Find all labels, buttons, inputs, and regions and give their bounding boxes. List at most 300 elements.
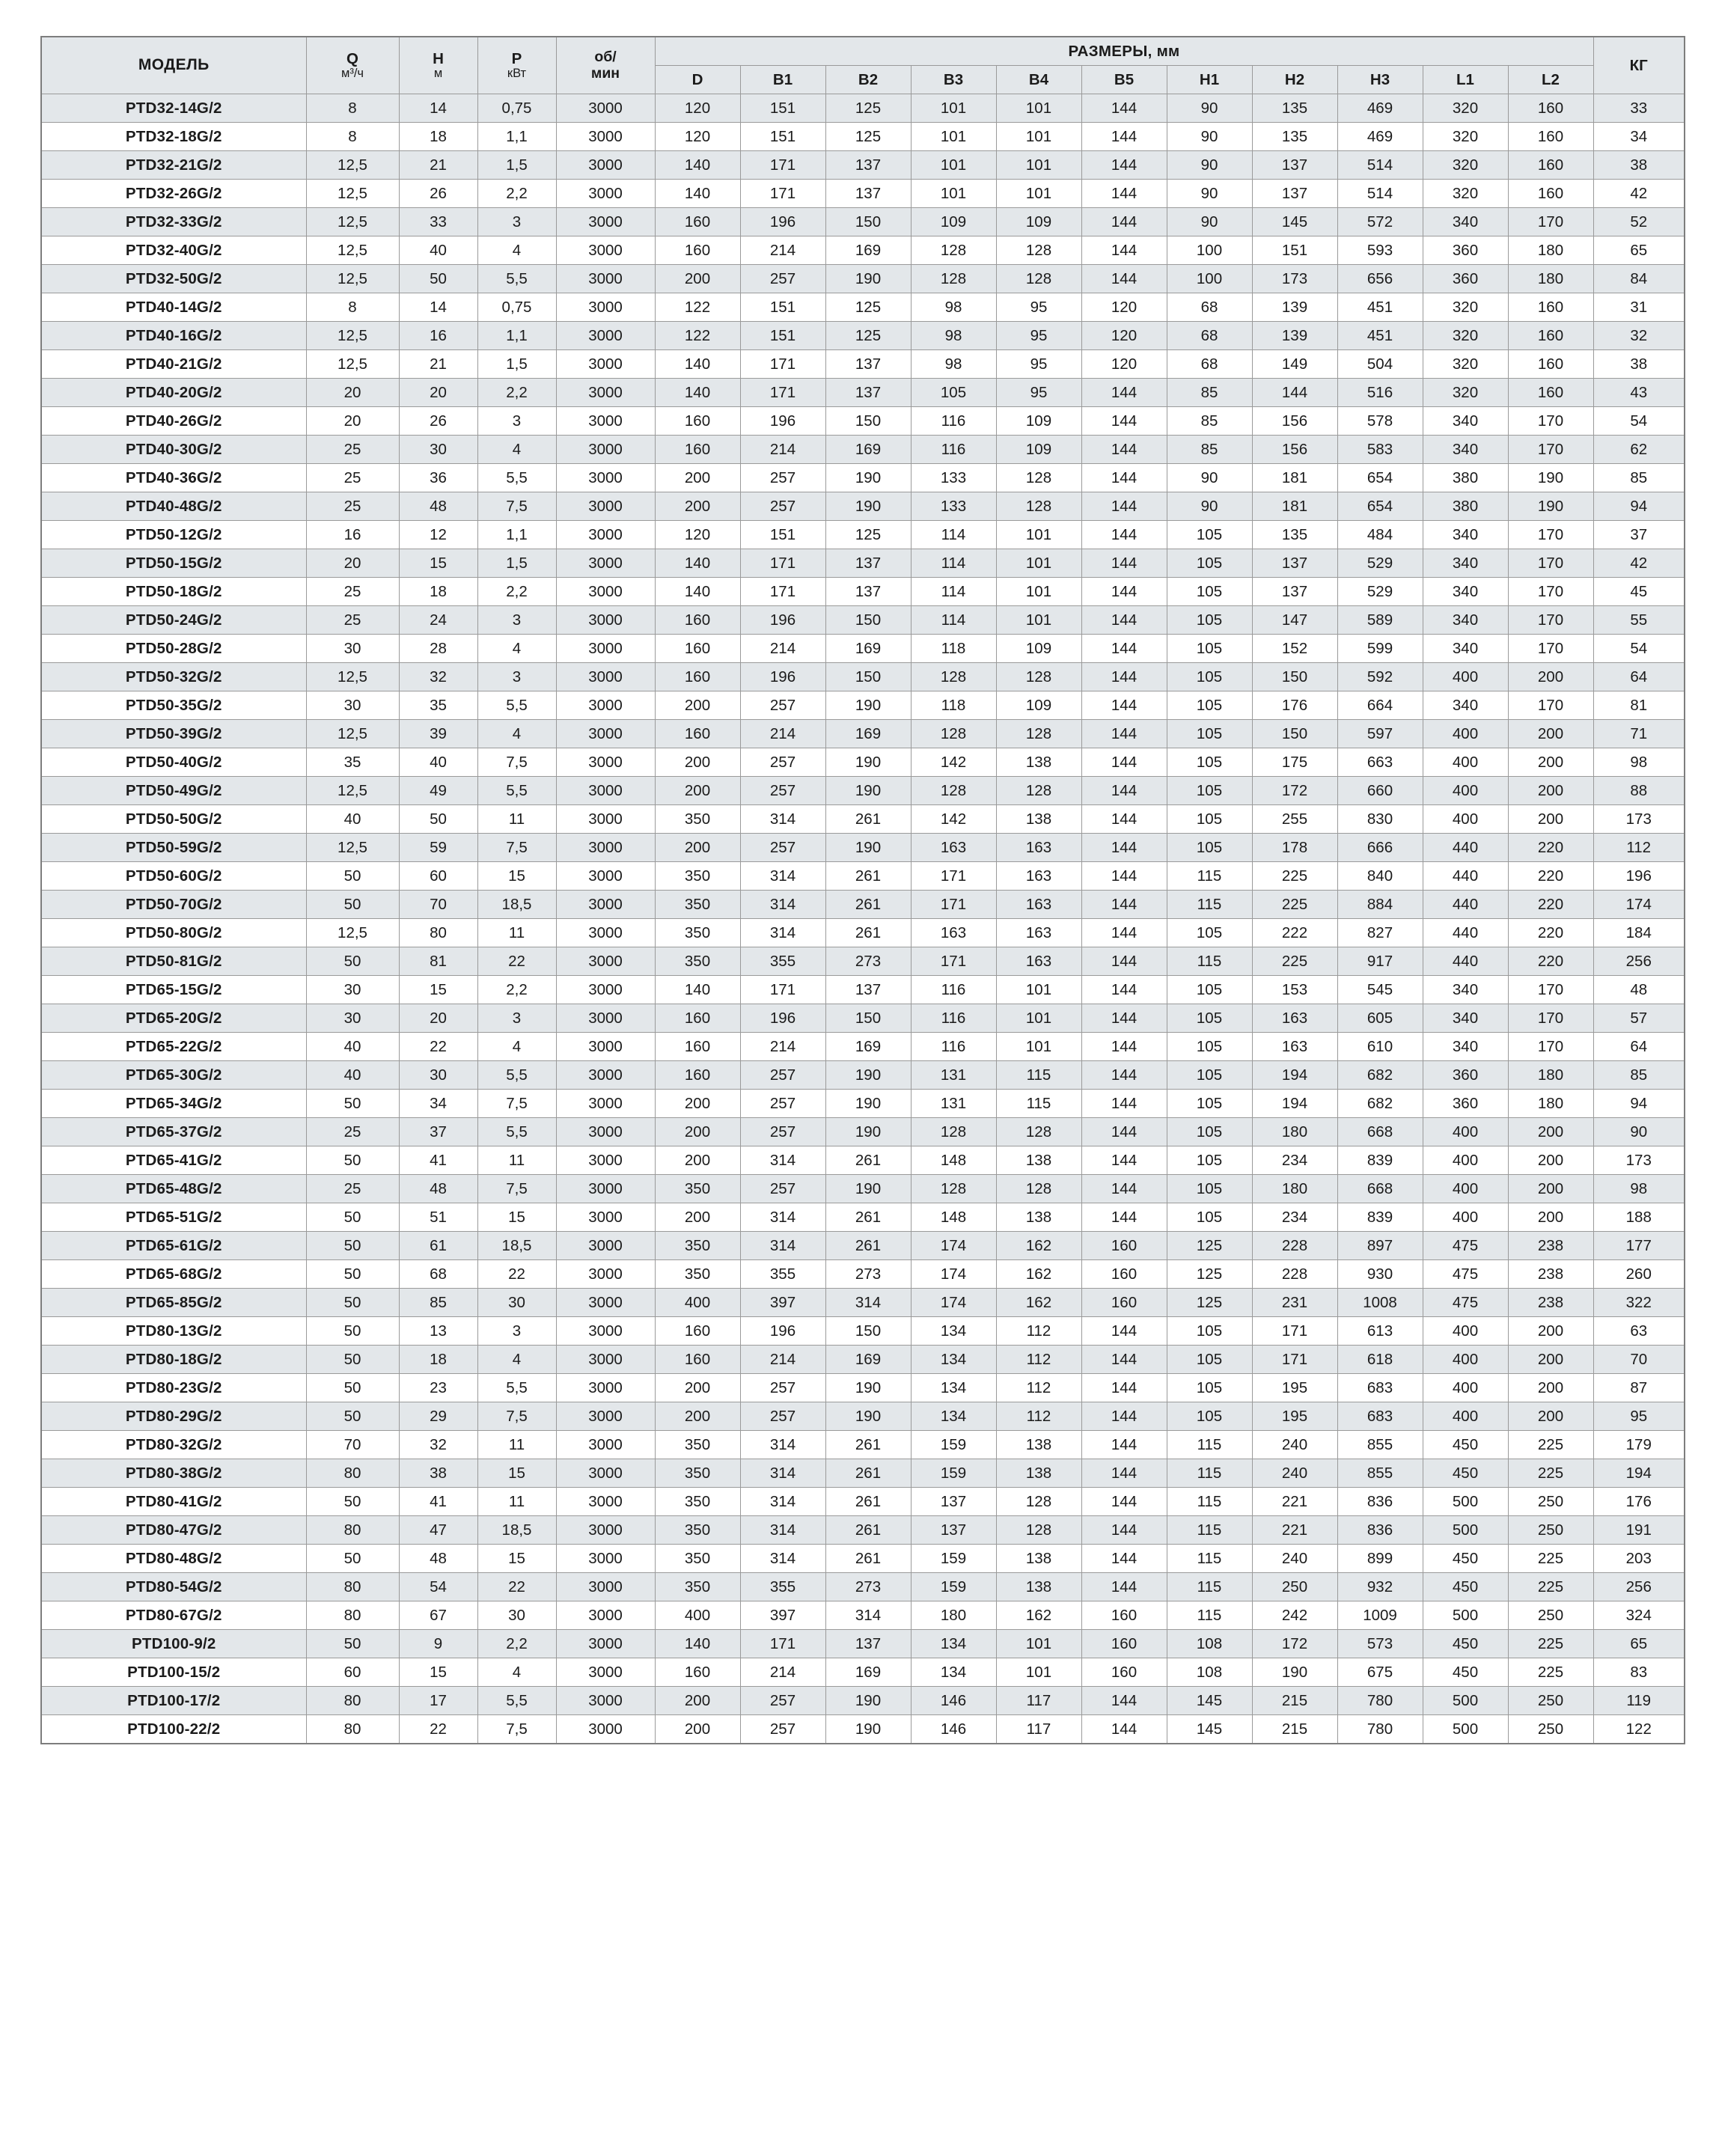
- cell-value: 95: [996, 322, 1081, 350]
- cell-value: 125: [1167, 1260, 1252, 1289]
- cell-value: 160: [1081, 1260, 1167, 1289]
- cell-value: 160: [1508, 322, 1593, 350]
- cell-value: 50: [399, 265, 477, 293]
- cell-value: 144: [1081, 94, 1167, 123]
- cell-value: 180: [1508, 1061, 1593, 1090]
- cell-value: 101: [911, 94, 996, 123]
- cell-value: 3000: [556, 1146, 655, 1175]
- cell-value: 350: [655, 862, 740, 891]
- cell-value: 101: [996, 578, 1081, 606]
- cell-value: 144: [1081, 208, 1167, 236]
- cell-value: 160: [1508, 151, 1593, 180]
- cell-value: 22: [477, 1573, 556, 1601]
- cell-value: 144: [1081, 1203, 1167, 1232]
- cell-value: 144: [1081, 1545, 1167, 1573]
- cell-value: 25: [306, 1175, 399, 1203]
- cell-value: 163: [1252, 1033, 1337, 1061]
- cell-value: 3000: [556, 379, 655, 407]
- cell-value: 138: [996, 1459, 1081, 1488]
- table-row: [41, 1687, 1685, 1715]
- table-row: [41, 891, 1685, 919]
- cell-value: 3: [477, 407, 556, 436]
- cell-value: 256: [1593, 947, 1685, 976]
- cell-value: 324: [1593, 1601, 1685, 1630]
- cell-value: 261: [825, 1146, 911, 1175]
- cell-value: 839: [1337, 1146, 1423, 1175]
- cell-value: 112: [996, 1317, 1081, 1346]
- cell-value: 48: [399, 492, 477, 521]
- cell-value: 71: [1593, 720, 1685, 748]
- column-header-b2: B2: [825, 66, 911, 94]
- table-row: [41, 1402, 1685, 1431]
- cell-value: 196: [740, 606, 825, 635]
- cell-value: 144: [1081, 1715, 1167, 1744]
- table-row: [41, 1658, 1685, 1687]
- cell-value: 15: [399, 549, 477, 578]
- cell-value: 115: [1167, 862, 1252, 891]
- cell-value: 144: [1081, 1374, 1167, 1402]
- cell-value: 134: [911, 1317, 996, 1346]
- cell-value: 855: [1337, 1431, 1423, 1459]
- cell-value: 160: [1081, 1601, 1167, 1630]
- cell-value: 68: [399, 1260, 477, 1289]
- cell-value: 112: [1593, 834, 1685, 862]
- cell-value: 173: [1593, 805, 1685, 834]
- column-header-weight: КГ: [1593, 37, 1685, 94]
- cell-value: 884: [1337, 891, 1423, 919]
- cell-value: 120: [1081, 322, 1167, 350]
- cell-value: 144: [1081, 663, 1167, 691]
- cell-value: 140: [655, 578, 740, 606]
- cell-value: 173: [1593, 1146, 1685, 1175]
- cell-value: 3000: [556, 578, 655, 606]
- table-row: [41, 1346, 1685, 1374]
- cell-value: 171: [1252, 1346, 1337, 1374]
- cell-value: 47: [399, 1516, 477, 1545]
- cell-value: 5,5: [477, 1374, 556, 1402]
- table-row: [41, 606, 1685, 635]
- cell-value: 400: [1423, 777, 1508, 805]
- cell-value: 160: [655, 407, 740, 436]
- cell-value: 105: [1167, 1317, 1252, 1346]
- cell-value: 3000: [556, 1317, 655, 1346]
- cell-value: 440: [1423, 834, 1508, 862]
- cell-value: 400: [1423, 1317, 1508, 1346]
- cell-value: 220: [1508, 947, 1593, 976]
- cell-value: 114: [911, 578, 996, 606]
- cell-value: 144: [1081, 151, 1167, 180]
- cell-value: 105: [1167, 1033, 1252, 1061]
- cell-value: 613: [1337, 1317, 1423, 1346]
- cell-value: 144: [1081, 1573, 1167, 1601]
- cell-value: 144: [1081, 407, 1167, 436]
- cell-model: PTD80-23G/2: [41, 1374, 306, 1402]
- cell-value: 1,5: [477, 350, 556, 379]
- cell-value: 260: [1593, 1260, 1685, 1289]
- cell-value: 33: [1593, 94, 1685, 123]
- cell-value: 257: [740, 492, 825, 521]
- cell-value: 163: [996, 947, 1081, 976]
- cell-value: 133: [911, 464, 996, 492]
- cell-value: 30: [477, 1601, 556, 1630]
- cell-value: 200: [1508, 1118, 1593, 1146]
- cell-value: 160: [655, 208, 740, 236]
- cell-value: 340: [1423, 521, 1508, 549]
- cell-value: 137: [825, 350, 911, 379]
- cell-value: 150: [825, 1317, 911, 1346]
- cell-value: 37: [399, 1118, 477, 1146]
- cell-value: 234: [1252, 1146, 1337, 1175]
- cell-value: 261: [825, 1516, 911, 1545]
- cell-value: 5,5: [477, 691, 556, 720]
- cell-value: 340: [1423, 208, 1508, 236]
- cell-value: 151: [1252, 236, 1337, 265]
- pump-specification-table: [40, 36, 1685, 1744]
- cell-value: 128: [911, 720, 996, 748]
- cell-value: 144: [1081, 1459, 1167, 1488]
- cell-value: 240: [1252, 1545, 1337, 1573]
- cell-value: 261: [825, 919, 911, 947]
- cell-value: 12,5: [306, 919, 399, 947]
- cell-value: 897: [1337, 1232, 1423, 1260]
- cell-value: 200: [655, 1715, 740, 1744]
- cell-value: 225: [1508, 1630, 1593, 1658]
- table-row: [41, 151, 1685, 180]
- cell-model: PTD80-18G/2: [41, 1346, 306, 1374]
- cell-model: PTD50-80G/2: [41, 919, 306, 947]
- cell-value: 340: [1423, 549, 1508, 578]
- cell-value: 137: [825, 976, 911, 1004]
- cell-value: 140: [655, 379, 740, 407]
- cell-value: 257: [740, 834, 825, 862]
- cell-value: 320: [1423, 151, 1508, 180]
- cell-model: PTD40-14G/2: [41, 293, 306, 322]
- cell-value: 350: [655, 1488, 740, 1516]
- cell-value: 160: [655, 236, 740, 265]
- cell-value: 3: [477, 208, 556, 236]
- cell-value: 3000: [556, 691, 655, 720]
- cell-value: 85: [1167, 379, 1252, 407]
- cell-value: 899: [1337, 1545, 1423, 1573]
- table-row: [41, 691, 1685, 720]
- cell-value: 3000: [556, 976, 655, 1004]
- cell-value: 160: [1508, 379, 1593, 407]
- cell-value: 3000: [556, 1004, 655, 1033]
- cell-value: 257: [740, 691, 825, 720]
- table-row: [41, 180, 1685, 208]
- cell-value: 500: [1423, 1687, 1508, 1715]
- cell-model: PTD65-22G/2: [41, 1033, 306, 1061]
- cell-value: 3000: [556, 1545, 655, 1573]
- cell-value: 144: [1081, 635, 1167, 663]
- flow-symbol: Q: [346, 49, 358, 67]
- cell-value: 200: [1508, 1402, 1593, 1431]
- cell-value: 160: [1508, 94, 1593, 123]
- cell-value: 200: [655, 464, 740, 492]
- cell-value: 12,5: [306, 208, 399, 236]
- table-row: [41, 1175, 1685, 1203]
- cell-value: 257: [740, 265, 825, 293]
- cell-value: 3000: [556, 464, 655, 492]
- cell-value: 42: [1593, 549, 1685, 578]
- cell-value: 7,5: [477, 1715, 556, 1744]
- head-unit: м: [433, 67, 443, 81]
- cell-value: 597: [1337, 720, 1423, 748]
- cell-value: 11: [477, 1146, 556, 1175]
- cell-value: 18: [399, 1346, 477, 1374]
- cell-value: 169: [825, 236, 911, 265]
- cell-value: 221: [1252, 1488, 1337, 1516]
- cell-value: 109: [911, 208, 996, 236]
- cell-model: PTD80-48G/2: [41, 1545, 306, 1573]
- cell-value: 20: [306, 379, 399, 407]
- cell-value: 190: [825, 1175, 911, 1203]
- cell-value: 836: [1337, 1488, 1423, 1516]
- cell-model: PTD80-41G/2: [41, 1488, 306, 1516]
- cell-value: 169: [825, 1658, 911, 1687]
- cell-value: 250: [1508, 1488, 1593, 1516]
- cell-value: 125: [825, 521, 911, 549]
- cell-value: 84: [1593, 265, 1685, 293]
- cell-value: 225: [1252, 947, 1337, 976]
- cell-value: 11: [477, 1431, 556, 1459]
- cell-value: 80: [399, 919, 477, 947]
- cell-value: 605: [1337, 1004, 1423, 1033]
- table-header: [41, 37, 1685, 94]
- cell-value: 50: [306, 947, 399, 976]
- cell-value: 656: [1337, 265, 1423, 293]
- cell-value: 545: [1337, 976, 1423, 1004]
- cell-value: 675: [1337, 1658, 1423, 1687]
- table-row: [41, 350, 1685, 379]
- cell-value: 120: [1081, 293, 1167, 322]
- cell-value: 115: [996, 1090, 1081, 1118]
- cell-value: 572: [1337, 208, 1423, 236]
- cell-value: 151: [740, 293, 825, 322]
- cell-value: 162: [996, 1601, 1081, 1630]
- cell-value: 583: [1337, 436, 1423, 464]
- cell-value: 152: [1252, 635, 1337, 663]
- cell-value: 350: [655, 1516, 740, 1545]
- cell-value: 350: [655, 805, 740, 834]
- cell-value: 190: [825, 265, 911, 293]
- cell-value: 171: [911, 862, 996, 891]
- cell-value: 170: [1508, 635, 1593, 663]
- cell-value: 190: [825, 1687, 911, 1715]
- cell-value: 160: [655, 1061, 740, 1090]
- cell-value: 2,2: [477, 180, 556, 208]
- cell-value: 12,5: [306, 350, 399, 379]
- cell-value: 314: [825, 1601, 911, 1630]
- cell-value: 144: [1081, 1346, 1167, 1374]
- cell-value: 3000: [556, 720, 655, 748]
- cell-value: 101: [996, 606, 1081, 635]
- cell-value: 170: [1508, 606, 1593, 635]
- cell-value: 90: [1167, 123, 1252, 151]
- cell-value: 314: [740, 891, 825, 919]
- cell-value: 2,2: [477, 976, 556, 1004]
- cell-value: 140: [655, 180, 740, 208]
- cell-value: 160: [655, 436, 740, 464]
- cell-value: 225: [1252, 891, 1337, 919]
- cell-value: 683: [1337, 1374, 1423, 1402]
- cell-value: 190: [825, 1374, 911, 1402]
- cell-value: 134: [911, 1374, 996, 1402]
- cell-value: 30: [306, 1004, 399, 1033]
- table-row: [41, 834, 1685, 862]
- cell-value: 340: [1423, 1033, 1508, 1061]
- cell-value: 137: [825, 1630, 911, 1658]
- cell-value: 504: [1337, 350, 1423, 379]
- column-header-power: [477, 37, 556, 94]
- cell-value: 257: [740, 777, 825, 805]
- cell-value: 138: [996, 1146, 1081, 1175]
- cell-value: 3000: [556, 748, 655, 777]
- cell-value: 400: [655, 1289, 740, 1317]
- cell-value: 839: [1337, 1203, 1423, 1232]
- cell-value: 200: [655, 1402, 740, 1431]
- cell-value: 32: [399, 663, 477, 691]
- cell-model: PTD100-9/2: [41, 1630, 306, 1658]
- cell-value: 70: [306, 1431, 399, 1459]
- cell-value: 105: [1167, 777, 1252, 805]
- cell-value: 261: [825, 805, 911, 834]
- cell-value: 128: [996, 492, 1081, 521]
- cell-value: 200: [1508, 805, 1593, 834]
- cell-value: 200: [655, 748, 740, 777]
- cell-value: 174: [911, 1289, 996, 1317]
- cell-value: 3000: [556, 1573, 655, 1601]
- cell-value: 12: [399, 521, 477, 549]
- cell-value: 144: [1081, 919, 1167, 947]
- cell-value: 320: [1423, 322, 1508, 350]
- cell-value: 200: [1508, 1317, 1593, 1346]
- cell-value: 128: [911, 1175, 996, 1203]
- cell-value: 159: [911, 1573, 996, 1601]
- cell-value: 144: [1081, 1402, 1167, 1431]
- cell-value: 469: [1337, 94, 1423, 123]
- cell-value: 29: [399, 1402, 477, 1431]
- cell-value: 48: [399, 1545, 477, 1573]
- cell-model: PTD65-15G/2: [41, 976, 306, 1004]
- cell-value: 30: [399, 1061, 477, 1090]
- cell-value: 67: [399, 1601, 477, 1630]
- cell-model: PTD32-14G/2: [41, 94, 306, 123]
- cell-value: 320: [1423, 123, 1508, 151]
- table-row: [41, 1488, 1685, 1516]
- cell-value: 214: [740, 720, 825, 748]
- cell-value: 150: [825, 1004, 911, 1033]
- cell-value: 170: [1508, 691, 1593, 720]
- cell-value: 3000: [556, 1033, 655, 1061]
- cell-model: PTD40-20G/2: [41, 379, 306, 407]
- cell-value: 190: [1508, 464, 1593, 492]
- cell-value: 125: [825, 94, 911, 123]
- cell-value: 400: [1423, 1374, 1508, 1402]
- cell-value: 139: [1252, 293, 1337, 322]
- cell-value: 125: [825, 293, 911, 322]
- cell-value: 128: [996, 1175, 1081, 1203]
- cell-value: 134: [911, 1402, 996, 1431]
- cell-value: 830: [1337, 805, 1423, 834]
- cell-value: 55: [1593, 606, 1685, 635]
- cell-value: 163: [996, 834, 1081, 862]
- cell-value: 231: [1252, 1289, 1337, 1317]
- cell-value: 261: [825, 1232, 911, 1260]
- cell-value: 101: [996, 521, 1081, 549]
- cell-value: 48: [399, 1175, 477, 1203]
- cell-value: 160: [655, 606, 740, 635]
- cell-value: 144: [1081, 1061, 1167, 1090]
- cell-value: 109: [996, 691, 1081, 720]
- cell-value: 35: [399, 691, 477, 720]
- cell-model: PTD50-18G/2: [41, 578, 306, 606]
- cell-value: 160: [655, 720, 740, 748]
- cell-value: 320: [1423, 180, 1508, 208]
- cell-value: 320: [1423, 293, 1508, 322]
- cell-value: 3000: [556, 322, 655, 350]
- cell-value: 138: [996, 1573, 1081, 1601]
- cell-value: 4: [477, 1658, 556, 1687]
- cell-value: 3000: [556, 1374, 655, 1402]
- cell-value: 0,75: [477, 293, 556, 322]
- cell-value: 400: [1423, 720, 1508, 748]
- table-row: [41, 1516, 1685, 1545]
- column-header-b3: B3: [911, 66, 996, 94]
- cell-value: 3000: [556, 208, 655, 236]
- cell-value: 144: [1081, 891, 1167, 919]
- cell-value: 101: [996, 94, 1081, 123]
- cell-value: 120: [655, 123, 740, 151]
- cell-value: 257: [740, 1118, 825, 1146]
- cell-value: 25: [306, 1118, 399, 1146]
- cell-value: 191: [1593, 1516, 1685, 1545]
- cell-value: 664: [1337, 691, 1423, 720]
- cell-value: 156: [1252, 407, 1337, 436]
- cell-value: 176: [1593, 1488, 1685, 1516]
- cell-value: 57: [1593, 1004, 1685, 1033]
- cell-value: 3000: [556, 549, 655, 578]
- cell-value: 68: [1167, 322, 1252, 350]
- table-row: [41, 94, 1685, 123]
- cell-value: 94: [1593, 1090, 1685, 1118]
- cell-value: 101: [996, 1004, 1081, 1033]
- cell-value: 41: [399, 1146, 477, 1175]
- cell-value: 7,5: [477, 748, 556, 777]
- cell-value: 516: [1337, 379, 1423, 407]
- cell-value: 15: [477, 1545, 556, 1573]
- cell-value: 160: [655, 1033, 740, 1061]
- cell-value: 350: [655, 1431, 740, 1459]
- cell-value: 70: [1593, 1346, 1685, 1374]
- cell-value: 314: [740, 1516, 825, 1545]
- cell-value: 3000: [556, 1630, 655, 1658]
- cell-value: 160: [1081, 1232, 1167, 1260]
- cell-value: 145: [1167, 1687, 1252, 1715]
- cell-value: 138: [996, 1545, 1081, 1573]
- cell-value: 116: [911, 1033, 996, 1061]
- cell-model: PTD80-32G/2: [41, 1431, 306, 1459]
- cell-value: 3000: [556, 947, 655, 976]
- cell-model: PTD50-59G/2: [41, 834, 306, 862]
- cell-value: 170: [1508, 208, 1593, 236]
- cell-value: 228: [1252, 1232, 1337, 1260]
- cell-value: 95: [996, 350, 1081, 379]
- cell-value: 112: [996, 1402, 1081, 1431]
- cell-value: 150: [825, 208, 911, 236]
- cell-value: 225: [1508, 1545, 1593, 1573]
- cell-value: 3000: [556, 635, 655, 663]
